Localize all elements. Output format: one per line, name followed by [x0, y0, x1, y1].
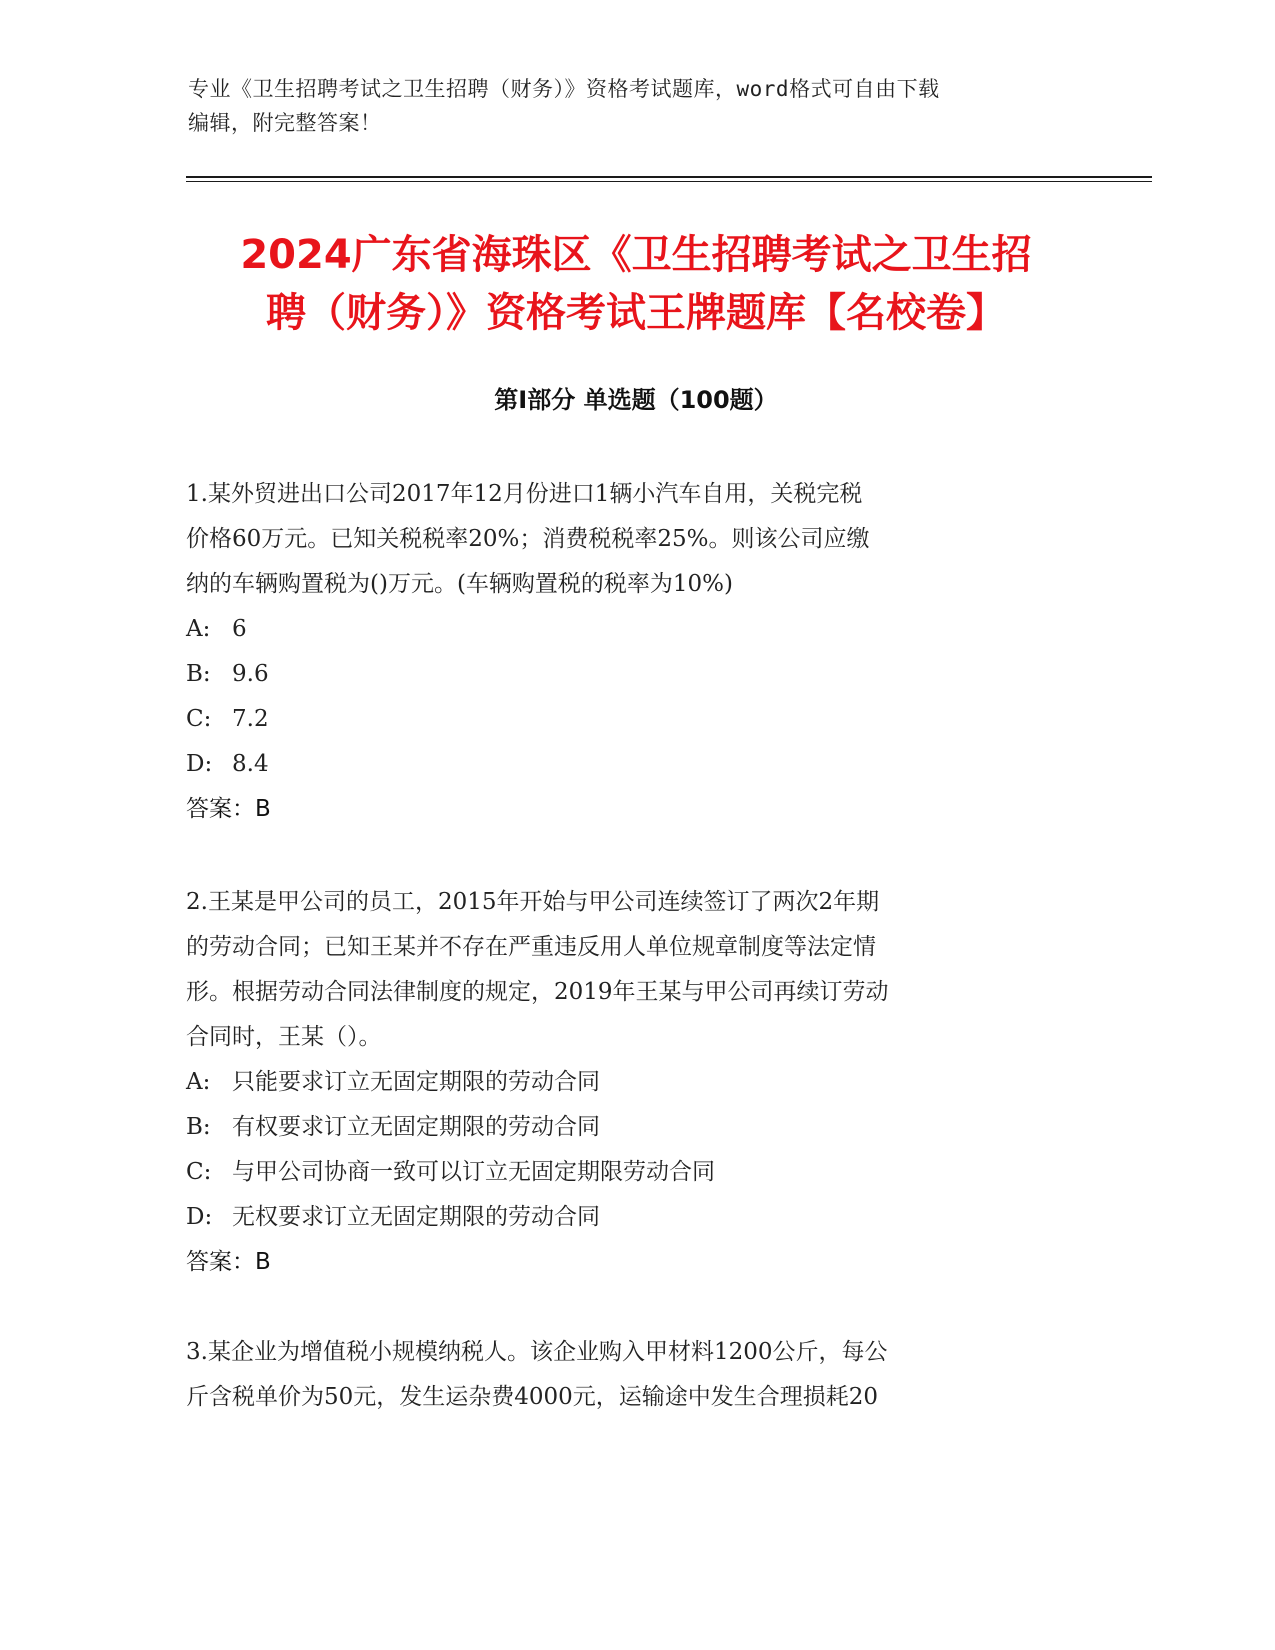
option-label: A: — [186, 616, 211, 642]
question-stem — [186, 472, 1066, 607]
option-text: 9.6 — [232, 661, 269, 687]
option-text: 8.4 — [232, 751, 269, 777]
option-text: 6 — [232, 616, 247, 642]
option-label: D: — [186, 751, 213, 777]
question-stem-line: 斤含税单价为50元，发生运杂费4000元，运输途中发生合理损耗20 — [186, 1384, 879, 1410]
option-c — [186, 1150, 1066, 1195]
question-stem — [186, 880, 1066, 1060]
header-divider-thick — [186, 176, 1152, 178]
question-stem-line: 1.某外贸进出口公司2017年12月份进口1辆小汽车自用，关税完税 — [186, 481, 863, 507]
question-stem — [186, 1330, 1066, 1420]
question-stem-line: 价格60万元。已知关税税率20%；消费税税率25%。则该公司应缴 — [186, 526, 870, 552]
answer-line: 答案：B — [186, 796, 271, 822]
option-label: B: — [186, 1114, 211, 1140]
question-stem-line: 的劳动合同；已知王某并不存在严重违反用人单位规章制度等法定情 — [186, 934, 876, 960]
document-title-line-1: 2024广东省海珠区《卫生招聘考试之卫生招 — [240, 232, 1032, 278]
option-label: B: — [186, 661, 211, 687]
option-a — [186, 1060, 1066, 1105]
section-title: 第I部分 单选题（100题） — [494, 386, 778, 414]
question-stem-line: 纳的车辆购置税为()万元。(车辆购置税的税率为10%) — [186, 571, 734, 597]
header-divider-thin — [186, 181, 1152, 182]
question-stem-line: 合同时，王某（）。 — [186, 1024, 382, 1050]
option-d — [186, 742, 1066, 787]
option-b — [186, 652, 1066, 697]
option-d — [186, 1195, 1066, 1240]
header-note — [188, 72, 1078, 140]
answer-line: 答案：B — [186, 1249, 271, 1275]
option-text: 无权要求订立无固定期限的劳动合同 — [232, 1204, 600, 1230]
option-text: 只能要求订立无固定期限的劳动合同 — [232, 1069, 600, 1095]
question-stem-line: 2.王某是甲公司的员工，2015年开始与甲公司连续签订了两次2年期 — [186, 889, 880, 915]
question-3 — [186, 1330, 1066, 1420]
header-note-line-2: 编辑，附完整答案！ — [188, 111, 382, 135]
question-stem-line: 3.某企业为增值税小规模纳税人。该企业购入甲材料1200公斤，每公 — [186, 1339, 888, 1365]
question-2 — [186, 880, 1066, 1285]
option-label: C: — [186, 1159, 212, 1185]
option-label: D: — [186, 1204, 213, 1230]
option-text: 有权要求订立无固定期限的劳动合同 — [232, 1114, 600, 1140]
option-text: 与甲公司协商一致可以订立无固定期限劳动合同 — [232, 1159, 715, 1185]
question-1 — [186, 472, 1066, 832]
option-label: C: — [186, 706, 212, 732]
document-title — [186, 226, 1086, 342]
option-a — [186, 607, 1066, 652]
option-c — [186, 697, 1066, 742]
header-note-line-1: 专业《卫生招聘考试之卫生招聘（财务）》资格考试题库，word格式可自由下载 — [188, 77, 940, 101]
option-label: A: — [186, 1069, 211, 1095]
option-b — [186, 1105, 1066, 1150]
question-stem-line: 形。根据劳动合同法律制度的规定，2019年王某与甲公司再续订劳动 — [186, 979, 889, 1005]
document-title-line-2: 聘（财务）》资格考试王牌题库【名校卷】 — [266, 290, 1006, 336]
option-text: 7.2 — [232, 706, 269, 732]
